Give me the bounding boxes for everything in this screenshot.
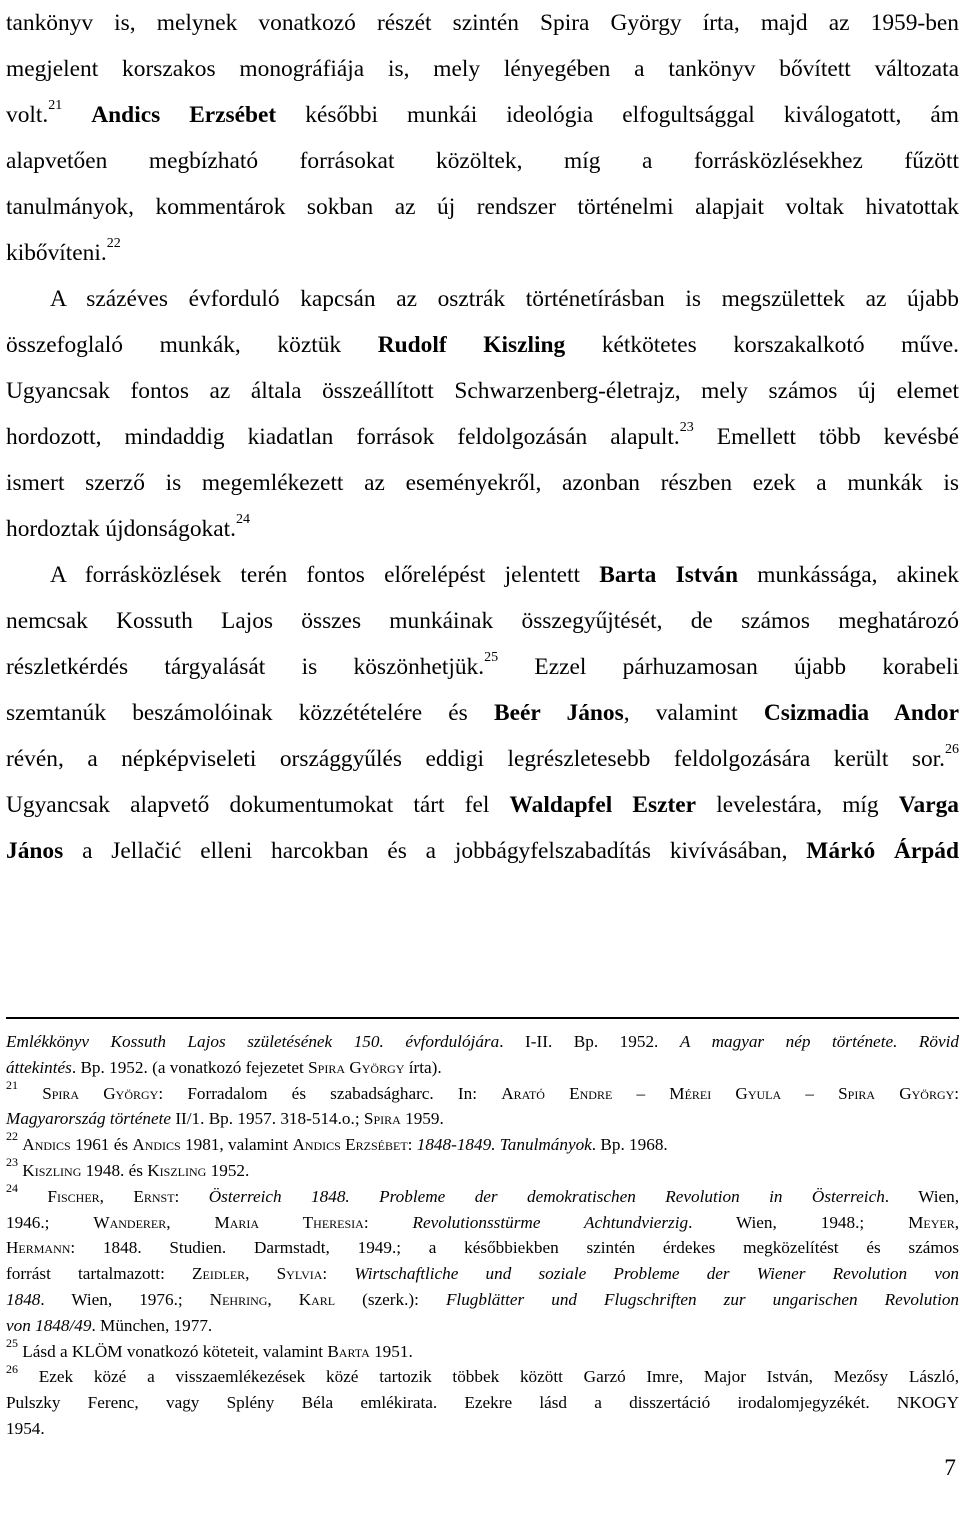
- footnote-text: 1948. és: [85, 1160, 143, 1180]
- footnote-text: Ezek közé a visszaemlékezések közé tartozik többek között Garzó Imre, Major István, Mezősy László,: [38, 1367, 960, 1387]
- text-span: alapvetően megbízható forrásokat közöltek, míg a forrásközlésekhez fűzött: [6, 148, 959, 174]
- footnote-text: Spira György: [308, 1057, 405, 1077]
- footnote-line: [6, 1390, 959, 1416]
- text-line: [6, 322, 959, 368]
- text-line: [6, 828, 959, 874]
- footnote-text: Hermann: [6, 1238, 71, 1258]
- author-name: Beér János: [493, 700, 624, 726]
- main-text: [6, 0, 959, 874]
- footnote-text: 1951.: [374, 1341, 413, 1361]
- text-span: hordozott, mindaddig kiadatlan források feldolgozásán alapult.: [6, 424, 680, 450]
- footnote-text: Kiszling: [22, 1160, 82, 1180]
- footnote-line: [6, 1416, 959, 1442]
- text-span: kibővíteni.: [6, 240, 107, 266]
- author-name: Márkó Árpád: [806, 838, 959, 864]
- footnote-text: Fischer, Ernst: [47, 1186, 175, 1206]
- footnote-22: [6, 1129, 959, 1158]
- footnote-line: [6, 1235, 959, 1261]
- footnote-number: 26: [6, 1361, 18, 1376]
- footnote-26: [6, 1361, 960, 1390]
- text-line: [6, 690, 959, 736]
- footnote-line: [6, 1287, 959, 1313]
- footnote-text: Mérei Gyula: [669, 1083, 782, 1103]
- footnote-text: Zeidler, Sylvia: [192, 1264, 323, 1284]
- footnote-line: [6, 1261, 959, 1287]
- text-span: részletkérdés tárgyalását is köszönhetjük.: [6, 654, 485, 680]
- text-span: volt.: [6, 102, 49, 128]
- text-span: szemtanúk beszámolóinak közzétételére és: [6, 700, 468, 726]
- footnote-text: :: [322, 1264, 328, 1284]
- footnote-text: 1959.: [405, 1109, 444, 1129]
- footnote-text: (szerk.):: [362, 1289, 419, 1309]
- footnote-text: Pulszky Ferenc, vagy Splény Béla emlékirata. Ezekre lásd a disszertáció irodalomjegyzékét. NKOGY: [6, 1393, 959, 1413]
- text-span: tanulmányok, kommentárok sokban az új rendszer történelmi alapjait voltak hivatottak: [6, 194, 959, 220]
- text-line: [6, 0, 959, 46]
- footnote-separator: [6, 1017, 959, 1019]
- footnote-text: . Wien,: [884, 1186, 960, 1206]
- footnote-text: Spira György: [838, 1083, 955, 1103]
- text-line: [6, 736, 959, 782]
- text-line: [6, 782, 959, 828]
- text-span: ismert szerző is megemlékezett az eseményekről, azonban részben ezek a munkák is: [6, 470, 959, 496]
- footnote-text: :: [954, 1083, 960, 1103]
- footnote-text: . München, 1977.: [91, 1315, 213, 1335]
- footnote-text: 1952.: [210, 1160, 250, 1180]
- text-span: kétkötetes korszakalkotó műve.: [601, 332, 959, 358]
- footnote-line: [6, 1106, 959, 1132]
- text-span: tankönyv is, melynek vonatkozó részét szintén Spira György írta, majd az 1959-ben: [6, 10, 959, 36]
- footnote-23: [6, 1155, 959, 1184]
- text-line: [6, 552, 959, 598]
- footnote-text: 1946.;: [6, 1212, 50, 1232]
- author-name: Barta István: [599, 562, 739, 588]
- footnote-text: 1981, valamint: [185, 1135, 289, 1155]
- footnote-line: [6, 1313, 959, 1339]
- footnote-text: Meyer,: [908, 1212, 960, 1232]
- footnote-text: –: [636, 1083, 646, 1103]
- footnote-text: –: [805, 1083, 814, 1103]
- footnote-text: . I-II. Bp. 1952.: [499, 1032, 659, 1051]
- text-line: [6, 368, 959, 414]
- footnote-line: [6, 1029, 959, 1055]
- text-span: nemcsak Kossuth Lajos összes munkáinak összegyűjtését, de számos meghatározó: [6, 608, 959, 634]
- text-line: [6, 460, 959, 506]
- footnote-line: [6, 1055, 959, 1081]
- footnote-number: 24: [6, 1181, 18, 1196]
- text-span: révén, a népképviseleti országgyűlés eddigi legrészletesebb feldolgozására került sor.: [6, 746, 945, 772]
- footnote-ref[interactable]: 21: [48, 98, 63, 114]
- footnote-text: A magyar nép története. Rövid: [679, 1032, 960, 1051]
- footnote-ref[interactable]: 22: [106, 236, 121, 252]
- footnote-ref[interactable]: 26: [945, 742, 959, 758]
- footnote-text: . Bp. 1952. (a vonatkozó fejezetet: [71, 1057, 304, 1077]
- footnote-text: 1954.: [6, 1418, 45, 1438]
- footnote-text: :: [363, 1212, 369, 1232]
- footnote-text: Spira György: [42, 1083, 159, 1103]
- footnote-text: :: [174, 1186, 180, 1206]
- author-name: Waldapfel Eszter: [509, 792, 697, 818]
- text-line: [6, 598, 959, 644]
- text-line: [6, 184, 959, 230]
- footnote-text: 1848: [6, 1289, 41, 1309]
- footnote-text: Wanderer, Maria Theresia: [93, 1212, 364, 1232]
- footnote-text: . Bp. 1968.: [591, 1135, 668, 1155]
- footnote-text: Arató Endre: [501, 1083, 613, 1103]
- text-span: megjelent korszakos monográfiája is, mely lényegében a tankönyv bővített változata: [6, 56, 959, 82]
- footnote-text: Wirtschaftliche und soziale Probleme der Wiener Revolution von: [354, 1264, 960, 1284]
- text-line: [6, 506, 959, 552]
- text-span: , valamint: [623, 700, 738, 726]
- footnote-text: . Wien, 1976.;: [40, 1289, 183, 1309]
- footnote-text: Andics Erzsébet: [292, 1135, 408, 1155]
- footnote-text: Österreich 1848. Probleme der demokratischen Revolution in Österreich: [208, 1186, 885, 1206]
- footnote-text: II/1. Bp. 1957. 318-514.o.;: [175, 1109, 360, 1129]
- footnote-text: Magyarország története: [6, 1109, 172, 1129]
- text-line: [6, 230, 959, 276]
- footnote-line: [6, 1210, 959, 1236]
- footnote-25: [6, 1335, 959, 1365]
- footnote-text: forrást tartalmazott:: [6, 1264, 165, 1284]
- footnotes: [6, 1029, 959, 1442]
- footnote-number: 22: [6, 1129, 18, 1144]
- footnote-text: Emlékkönyv Kossuth Lajos születésének 150. évfordulójára: [6, 1032, 500, 1051]
- footnote-24: [6, 1181, 960, 1210]
- footnote-number: 25: [6, 1335, 18, 1350]
- text-line: [6, 92, 959, 138]
- text-span: A forrásközlések terén fontos előrelépést jelentett: [50, 562, 580, 588]
- text-line: [6, 414, 959, 460]
- footnote-text: Kiszling: [147, 1160, 207, 1180]
- text-span: A százéves évforduló kapcsán az osztrák történetírásban is megszülettek az újabb: [50, 286, 959, 312]
- footnote-text: : Forradalom és szabadságharc. In:: [158, 1083, 478, 1103]
- text-line: [6, 138, 959, 184]
- text-span: Emellett több kevésbé: [716, 424, 959, 450]
- footnote-text: Spira: [363, 1109, 401, 1129]
- author-name: Rudolf Kiszling: [377, 332, 566, 358]
- footnote-number: 23: [6, 1155, 18, 1170]
- text-span: levelestára, míg: [716, 792, 879, 818]
- text-span: összefoglaló munkák, köztük: [6, 332, 342, 358]
- author-name: Varga: [898, 792, 959, 818]
- footnote-ref[interactable]: 25: [484, 650, 499, 666]
- author-name: Csizmadia Andor: [763, 700, 959, 726]
- text-span: munkássága, akinek: [757, 562, 959, 588]
- footnote-text: : 1848. Studien. Darmstadt, 1949.; a későbbiekben szintén érdekes megközelítést és számos: [70, 1238, 959, 1258]
- text-line: [6, 46, 959, 92]
- footnote-number: 21: [6, 1077, 18, 1092]
- footnote-text: Barta: [327, 1341, 370, 1361]
- footnote-text: Lásd a KLÖM vonatkozó köteteit, valamint: [22, 1341, 324, 1361]
- footnote-text: 1848-1849. Tanulmányok: [416, 1135, 592, 1155]
- footnote-21: [6, 1077, 960, 1107]
- text-line: [6, 644, 959, 690]
- footnote-ref[interactable]: 23: [679, 420, 694, 436]
- footnote-text: Andics: [22, 1135, 71, 1155]
- footnote-text: írta).: [408, 1057, 442, 1077]
- footnote-text: :: [407, 1135, 413, 1155]
- text-span: a Jellačić elleni harcokban és a jobbágyfelszabadítás kivívásában,: [82, 838, 788, 864]
- footnote-ref[interactable]: 24: [235, 512, 250, 528]
- footnote-text: von 1848/49: [6, 1315, 92, 1335]
- author-name: János: [6, 838, 64, 864]
- footnote-text: áttekintés: [6, 1057, 72, 1077]
- footnote-text: 1961 és: [75, 1135, 129, 1155]
- footnote-text: . Wien, 1948.;: [688, 1212, 865, 1232]
- author-name: Andics Erzsébet: [91, 102, 277, 128]
- text-span: hordoztak újdonságokat.: [6, 516, 236, 542]
- footnote-text: Andics: [132, 1135, 181, 1155]
- footnote-text: Nehring, Karl: [209, 1289, 336, 1309]
- footnote-text: Flugblätter und Flugschriften zur ungarischen Revolution: [445, 1289, 960, 1309]
- text-span: Ugyancsak fontos az általa összeállított Schwarzenberg-életrajz, mely számos új elemet: [6, 378, 959, 404]
- text-span: Ezzel párhuzamosan újabb korabeli: [534, 654, 959, 680]
- footnote-text: Revolutionsstürme Achtundvierzig: [412, 1212, 689, 1232]
- text-span: Ugyancsak alapvető dokumentumokat tárt fel: [6, 792, 490, 818]
- page-number: 7: [944, 1455, 956, 1481]
- text-line: [6, 276, 959, 322]
- text-span: későbbi munkái ideológia elfogultsággal kiválogatott, ám: [305, 102, 959, 128]
